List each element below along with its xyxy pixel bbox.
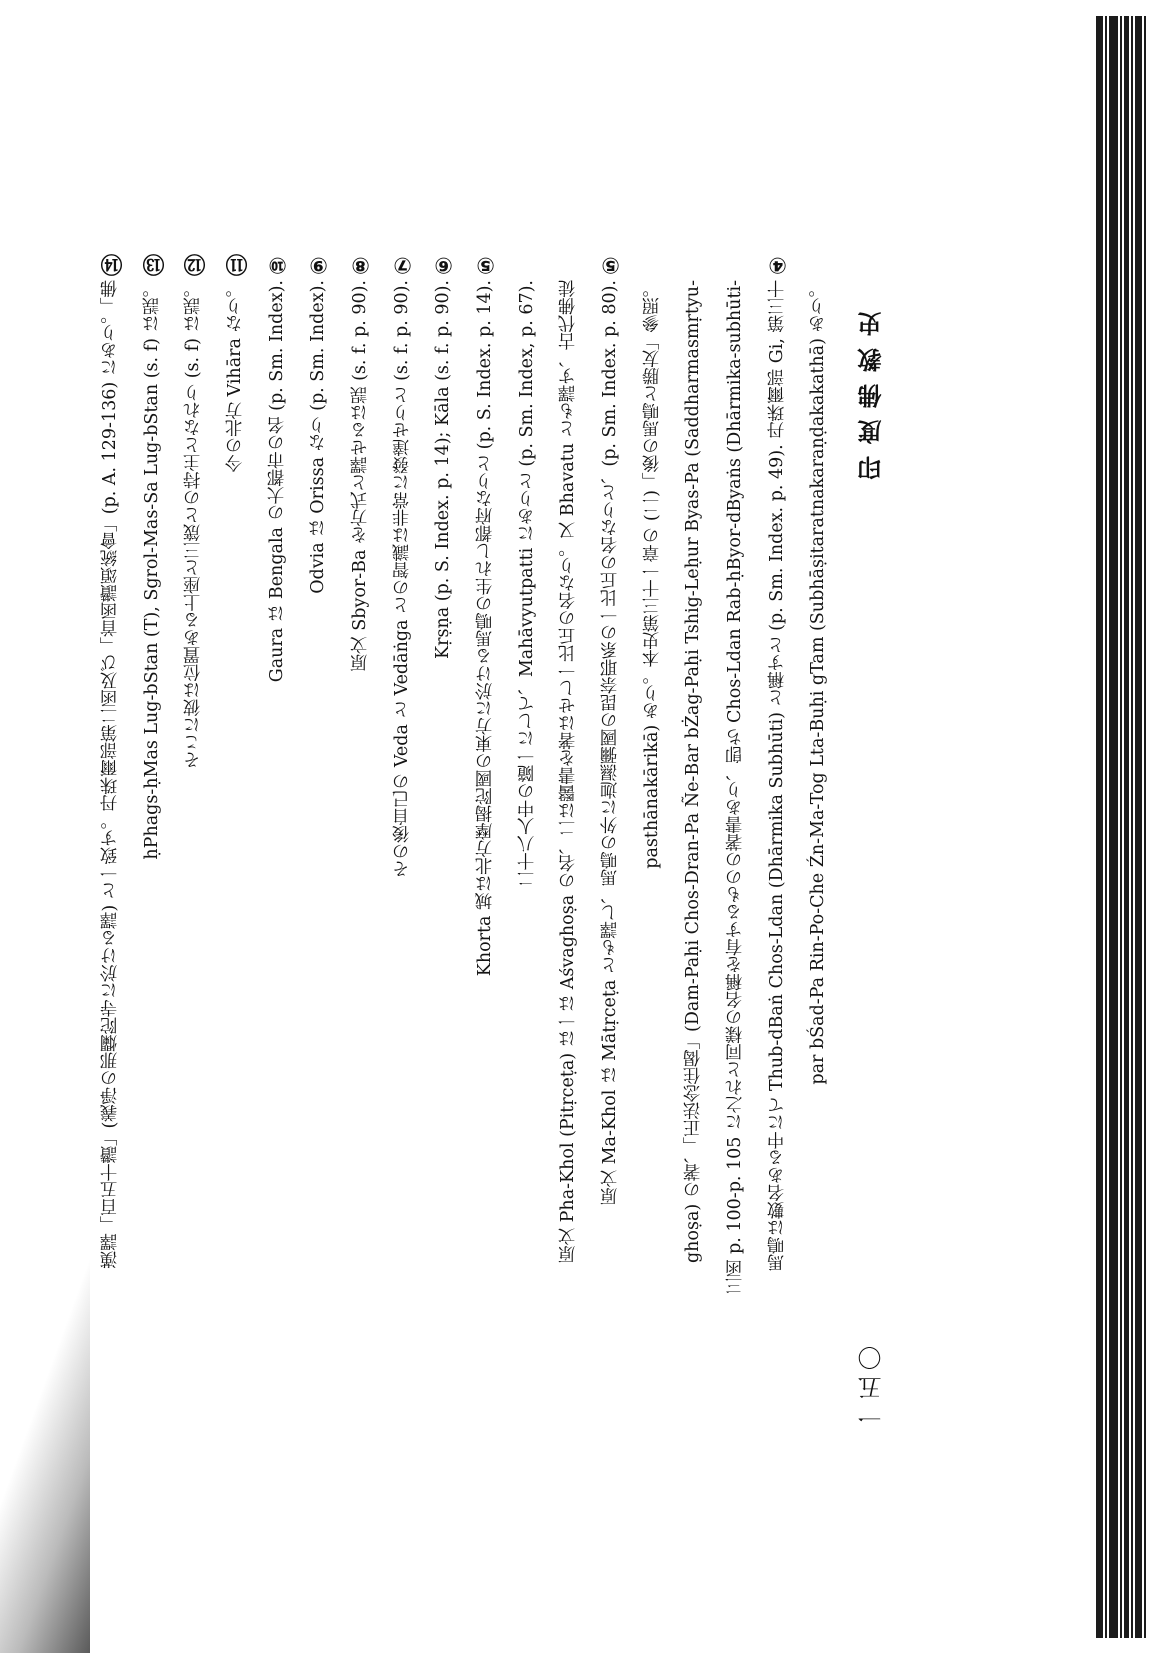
footnote-line	[423, 250, 465, 1400]
footnote-marker: ⑦	[389, 252, 415, 278]
running-title: 印度佛教史	[857, 300, 886, 480]
footnote-line	[507, 250, 549, 1400]
footnote-line	[90, 250, 132, 1400]
footnote-line	[757, 250, 799, 1400]
footnote-text: Gaura は Bengala の大都市の名 (p. Sm. Index).	[266, 280, 287, 683]
footnote-marker	[515, 250, 541, 280]
footnote-line	[590, 250, 632, 1400]
footnote-marker: ⑫	[184, 254, 210, 276]
footnote-marker: ⑭	[100, 254, 126, 276]
footnote-marker	[556, 250, 582, 280]
footnote-line	[715, 250, 757, 1400]
footnote-marker	[640, 250, 666, 280]
footnote-line	[215, 250, 257, 1400]
footnote-text: Kṛṣṇa (p. S. Index. p. 14); Kāla (s. f. p. 90).	[433, 280, 454, 659]
footnote-line	[548, 250, 590, 1400]
footnote-marker: ⑨	[306, 252, 332, 278]
footnote-marker: ⑤	[472, 252, 498, 278]
footnotes	[90, 250, 840, 1400]
footnote-marker: ⑧	[347, 252, 373, 278]
footnote-text: pasthānakārikā) あり。本史第三十一章の (二)「後の馬鳴と勝友」參照。	[641, 280, 662, 869]
footnote-marker: ⑤	[597, 252, 623, 278]
footnote-marker: ⑬	[142, 254, 168, 276]
footnote-marker: ⑩	[264, 252, 290, 278]
footnote-text: 二十八人中の隨一にして、Mahāvyutpatti にありと (p. Sm. Index, p. 67).	[516, 280, 537, 888]
footnote-text: Odvia は Orissa なり (p. Sm. Index).	[308, 280, 329, 594]
footnote-line	[132, 250, 174, 1400]
page-header	[848, 300, 888, 1660]
footnote-line	[340, 250, 382, 1400]
footnote-marker	[806, 250, 832, 280]
footnote-text: 今の北方 Vihāra なり。	[224, 280, 245, 473]
footnote-text: そこに彼は位置ある上座と三筬との持主となれり (s. f) は誤。	[183, 280, 204, 769]
page-number: 一五〇	[858, 1340, 886, 1430]
footnote-line	[298, 250, 340, 1400]
footnote-line	[798, 250, 840, 1400]
footnote-text: Khorta 城は北方摩揭陀國の東方に於ける馬鳴の生れし都府なりと (p. S. Index. p. 14).	[474, 280, 495, 977]
footnote-marker	[723, 250, 749, 280]
footnote-marker: ④	[764, 252, 790, 278]
footnote-line	[632, 250, 674, 1400]
footnote-text: 三函 p. 100-p. 105 に之れと同樣の名稱を有するものの著書あり、卽ち Chos-Ldan Rab-ḥByor-dByaṅs (Dhārmika-subhūti-	[724, 280, 745, 1295]
footnote-marker	[681, 250, 707, 280]
footnote-text: ghoṣa) の著、「正法念住偈」(Dam-Paḥi Chos-Dran-Pa Ñe-Bar bŻag-Paḥi Tshig-Leḥur Byas-Pa (Saddharmasmṛtyu-	[683, 280, 704, 1264]
footnote-line	[673, 250, 715, 1400]
footnote-text: 原文 Pha-Khol (Pitṛceṭa) は一は Aśvaghoṣa の名、二は醫書を著はせし一比丘の名なり。又 Bhavatu とも譯す、古代佛徒	[558, 280, 579, 1263]
footnote-text: par bŚad-Pa Rin-Po-Che Źn-Ma-Tog Lta-Buḥi gTam (Subhāṣitaratnakaraṇḍakakathā) あり。	[808, 280, 829, 1085]
footnote-marker: ⑪	[225, 254, 251, 276]
footnote-line	[257, 250, 299, 1400]
footnote-text: 馬鳴は數名ある中にて Thub-dBaṅ Chos-Ldan (Dhārmika Subhūti) と稱すと (p. Sm. Index. p. 49). 丹珠爾部 Gi, 第三十	[766, 280, 787, 1272]
footnote-text: 原文 Ma-Khol は Mātṛceṭa とも譯し、馬鳴の外に迦濕彌國の毘奈耶系の一比丘の名なりと、(p. Sm. Index. p. 80).	[599, 280, 620, 1205]
footnote-line	[465, 250, 507, 1400]
footnote-marker: ⑥	[431, 252, 457, 278]
footnote-text: その後自己の Veda と Vedāṅga との智識は非常に發達せりと (s. f. p. 90).	[391, 280, 412, 878]
footnote-text: 原文 Sbyor-Ba を方式と譯せるは誤 (s. f. p. 90).	[349, 280, 370, 672]
footnote-text: ḥPhags-ḥMas Lug-bStan (T), Sgrol-Mas-Sa Lug-bStan (s. f) は誤。	[141, 280, 162, 860]
footnote-line	[382, 250, 424, 1400]
footnote-text: 漢譯「百五十讚」(義淨の那爛陀寺に於ける譯) と一致す。丹珠爾部第二函及び「首函讚頌統會」(p. A. 129-136) にあり。「佛	[99, 280, 120, 1269]
footnote-line	[173, 250, 215, 1400]
